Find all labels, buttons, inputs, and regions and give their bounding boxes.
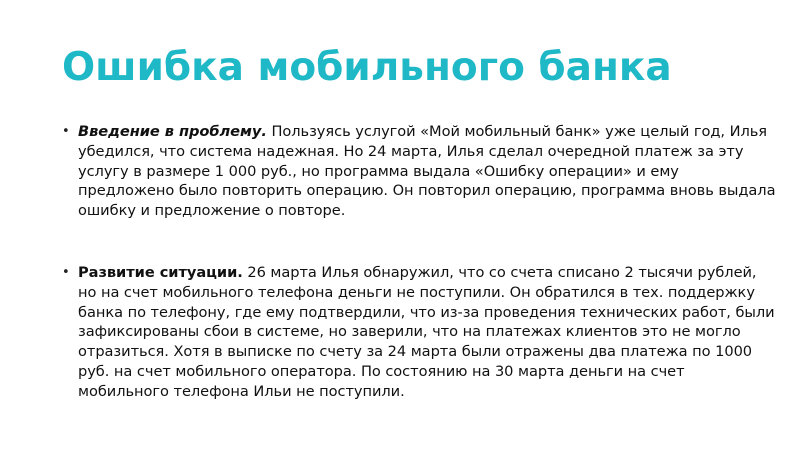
bullet-marker: • (62, 124, 70, 139)
bullet-development (62, 263, 777, 402)
bullet-list (62, 122, 777, 402)
bullet-heading: Развитие ситуации. (78, 263, 243, 281)
bullet-text: Пользуясь услугой «Мой мобильный банк» уже целый год, Илья убедился, что система надежная. Но 24 марта, Илья сделал очередной платеж за эту услугу в размере 1 000 руб., но программа выдала «Ошибку операции» и ему предложено было повторить операцию. Он повторил операцию, программа вновь выдала ошибку и предложение о повторе. (78, 123, 776, 220)
bullet-introduction (62, 122, 777, 221)
bullet-text: 26 марта Илья обнаружил, что со счета списано 2 тысячи рублей, но на счет мобильного телефона деньги не поступили. Он обратился в тех. поддержку банка по телефону, где ему подтвердили, что из-за проведения технических работ, были зафиксированы сбои в системе, но заверили, что на платежах клиентов это не могло отразиться. Хотя в выписке по счету за 24 марта были отражены два платежа по 1000 руб. на счет мобильного оператора. По состоянию на 30 марта деньги на счет мобильного телефона Ильи не поступили. (78, 263, 775, 400)
bullet-heading: Введение в проблему. (78, 123, 267, 140)
slide-title: Ошибка мобильного банка (62, 45, 672, 90)
bullet-marker: • (62, 264, 70, 280)
